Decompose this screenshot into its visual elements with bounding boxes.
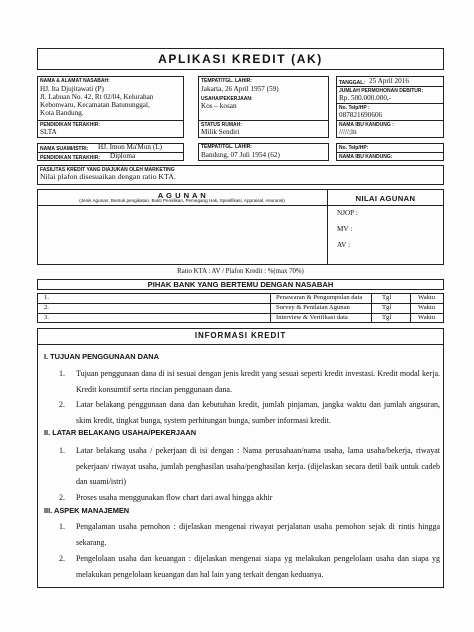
section-1-num-2: 2. <box>59 400 65 409</box>
applicant-birth: Jakarta, 26 April 1957 (59) <box>201 85 279 93</box>
bank-row-3-waktu: Waktu <box>418 314 436 321</box>
request-amount-label: JUMLAH PERMOHONAN DEBITUR: <box>339 88 424 94</box>
section-2-para-1: Latar belakang usaha / pekerjaan di isi dengan : Nama perusahaan/nama usaha, lama usaha/bekerja, riwayat pekerjaan/ riwayat usaha, jumlah penghasilan usaha/penghasilan kerja. (dijelaskan secara detil baik untuk cadeb dan suami/istri) <box>76 446 440 486</box>
applicant-phone: 087821690606 <box>339 111 383 119</box>
section-3-title: III. ASPEK MANAJEMEN <box>44 506 130 515</box>
bank-row-1-no: 1. <box>44 294 49 301</box>
spouse-education: Diploma <box>110 152 136 160</box>
applicant-name-label: NAMA & ALAMAT NASABAH: <box>40 78 110 84</box>
bank-header: PIHAK BANK YANG BERTEMU DENGAN NASABAH <box>147 280 334 289</box>
bank-row-3-activity: Interview & Verifikasi data <box>276 314 348 321</box>
bank-row-2-waktu: Waktu <box>418 304 436 311</box>
bank-row-1-activity: Penawaran & Pengumpulan data <box>276 294 363 301</box>
section-1-num-1: 1. <box>59 369 65 378</box>
applicant-phone-label: No. Telp/HP : <box>339 105 370 111</box>
bank-row-1-waktu: Waktu <box>418 294 436 301</box>
applicant-address-line-3: Kota Bandung. <box>40 109 84 117</box>
bank-row-2-no: 2. <box>44 304 49 311</box>
section-2-num-2: 2. <box>59 493 65 502</box>
page-title: APLIKASI KREDIT (AK) <box>158 52 323 66</box>
applicant-address-line-2: Kebonwaru, Kecamatan Batununggal, <box>40 101 150 109</box>
section-3-num-1: 1. <box>59 522 65 531</box>
spouse-birth-label: TEMPAT/TGL. LAHIR: <box>201 144 252 150</box>
bank-row-3-no: 3. <box>44 314 49 321</box>
applicant-mother: /////;ln <box>339 128 357 136</box>
info-header: INFORMASI KREDIT <box>194 331 287 340</box>
ratio-text: Ratio KTA : AV / Plafon Kredit : %(max 70%) <box>177 268 304 275</box>
spouse-name: HJ. Imon Ma'Mun (L) <box>98 143 162 151</box>
collateral-subheader: (Jenis Agunan, Bentuk pengikatan, Bukti Pemilikan, Pemegang Hak, Spesifikasi, Appraisal, Asuransi) <box>79 198 285 203</box>
section-3-para-1: Pengalaman usaha pemohon : dijelaskan mengenai riwayat perjalanan usaha pemohon sejak di rintis hingga sekarang. <box>76 522 440 547</box>
application-date: 25 April 2016 <box>369 77 409 85</box>
bank-row-2-activity: Survey & Penilaian Agunan <box>276 304 350 311</box>
section-1-para-1: Tujuan penggunaan dana di isi sesuai dengan jenis kredit yang sesuai seperti kredit investasi. Kredit modal kerja. Kredit konsumtif serta rincian penggunaan dana. <box>76 369 440 394</box>
mv-label: MV : <box>337 225 353 233</box>
facility-value: Nilai plafon disesuaikan dengan ratio KTA. <box>40 172 176 181</box>
applicant-address-line-1: Jl. Labuan No. 42, Rt 02/04, Kelurahan <box>40 93 154 101</box>
section-3-num-2: 2. <box>59 554 65 563</box>
section-2-num-1: 1. <box>59 446 65 455</box>
facility-label: FASILITAS KREDIT YANG DIAJUKAN OLEH MARKETING <box>40 167 175 173</box>
section-2-para-2: Proses usaha menggunakan flow chart dari awal hingga akhir <box>76 493 273 502</box>
section-2-title: II. LATAR BELAKANG USAHA/PEKERJAAN <box>44 428 197 437</box>
av-label: AV : <box>337 241 351 249</box>
spouse-education-label: PENDIDIKAN TERAKHIR: <box>40 155 100 161</box>
section-3-para-2: Pengelolaan usaha dan keuangan : dijelaskan mengenai siapa yg melakukan pengelolaan usaha dan siapa yg melakukan pengelolaan keuangan dan hal lain yang terkait dengan keduanya. <box>76 554 440 579</box>
applicant-education-label: PENDIDIKAN TERAKHIR: <box>40 122 100 128</box>
spouse-name-label: NAMA SUAMI/ISTRI: <box>40 146 89 152</box>
bank-row-3-tgl: Tgl <box>382 314 392 321</box>
application-date-label: TANGGAL: <box>339 80 366 86</box>
section-1-title: I. TUJUAN PENGGUNAAN DANA <box>44 352 159 361</box>
applicant-education: SLTA <box>40 128 57 136</box>
collateral-value-header: NILAI AGUNAN <box>355 194 416 203</box>
applicant-birth-label: TEMPAT/TGL. LAHIR: <box>201 78 252 84</box>
applicant-job-label: USAHA/PEKERJAAN: <box>201 96 253 102</box>
applicant-name: HJ. Ita Djujitawati (P) <box>40 85 104 93</box>
spouse-birth: Bandung, 07 Juli 1954 (62) <box>201 151 280 159</box>
section-1-para-2: Latar belakang penggunaan dana dan kebutuhan kredit, jumlah pinjaman, jangka waktu dan jumlah angsuran, skim kredit, tingkat bunga, system perhitungan bunga, sumber informasi kredit. <box>76 400 440 425</box>
applicant-house: Milik Sendiri <box>201 128 240 136</box>
applicant-house-label: STATUS RUMAH: <box>201 122 242 128</box>
spouse-phone-label: No. Telp/HP: <box>339 145 369 151</box>
request-amount: Rp. 500.000.000,- <box>339 94 392 102</box>
bank-row-1-tgl: Tgl <box>382 294 392 301</box>
applicant-mother-label: NAMA IBU KANDUNG : <box>339 122 394 128</box>
collateral-header: A G U N A N <box>157 191 207 200</box>
njop-label: NJOP : <box>337 209 358 217</box>
spouse-mother-label: NAMA IBU KANDUNG: <box>339 154 393 160</box>
applicant-job: Kos – kosan <box>201 102 237 110</box>
bank-row-2-tgl: Tgl <box>382 304 392 311</box>
